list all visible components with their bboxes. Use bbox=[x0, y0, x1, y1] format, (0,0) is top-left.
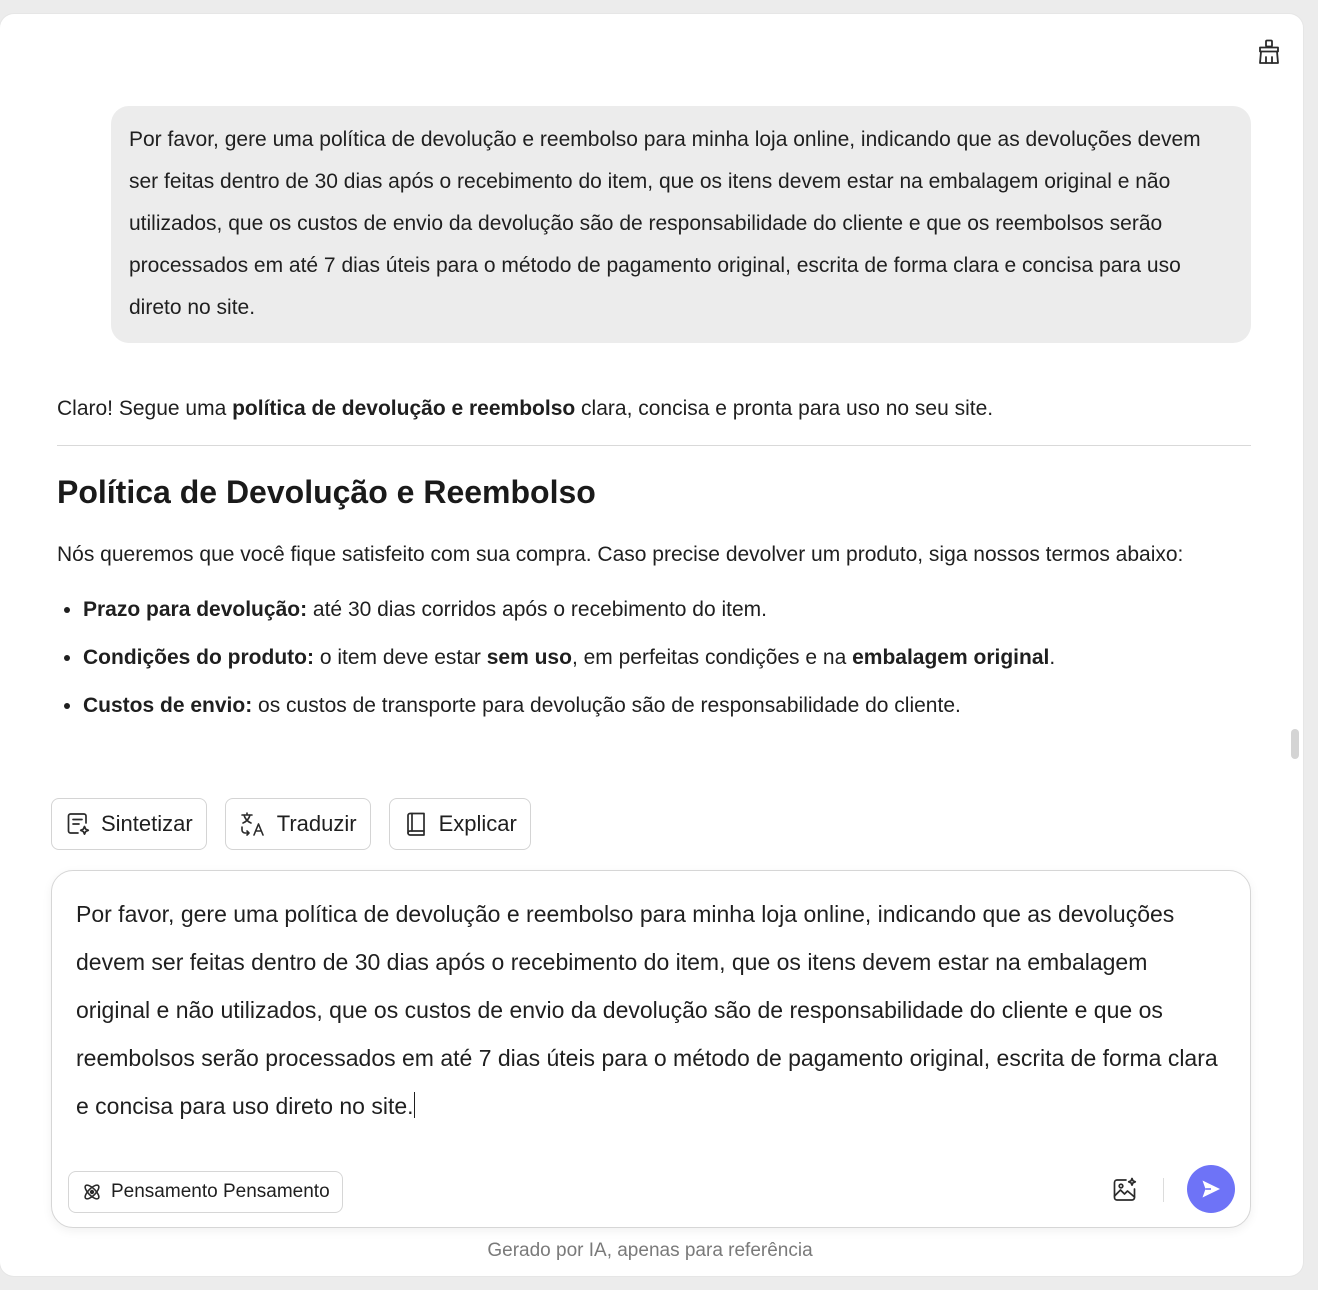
explain-label: Explicar bbox=[438, 811, 517, 836]
thinking-label: Pensamento Pensamento bbox=[111, 1181, 330, 1202]
image-generate-button[interactable] bbox=[1109, 1174, 1141, 1206]
book-icon bbox=[403, 811, 429, 837]
toolbar-divider bbox=[1163, 1178, 1164, 1202]
scrollbar-thumb[interactable] bbox=[1291, 729, 1299, 759]
atom-icon bbox=[81, 1181, 103, 1203]
list-item bbox=[83, 682, 1251, 730]
user-message-bubble bbox=[111, 106, 1251, 343]
term-text: o item deve estar bbox=[313, 646, 487, 669]
translate-label: Traduzir bbox=[276, 811, 357, 836]
translate-icon bbox=[239, 810, 267, 838]
send-icon bbox=[1199, 1177, 1223, 1201]
assistant-answer bbox=[57, 388, 1251, 766]
intro-text-suffix: clara, concisa e pronta para uso no seu site. bbox=[575, 397, 994, 420]
send-button[interactable] bbox=[1187, 1165, 1235, 1213]
intro-text: Claro! Segue uma bbox=[57, 397, 233, 420]
term-label: Custos de envio: bbox=[83, 694, 253, 717]
term-text: . bbox=[1049, 646, 1056, 669]
policy-terms-list bbox=[57, 586, 1251, 730]
policy-paragraph: Nós queremos que você fique satisfeito com sua compra. Caso precise devolver um produto, siga nossos termos abaixo: bbox=[57, 543, 1184, 566]
summarize-label: Sintetizar bbox=[101, 811, 193, 836]
thinking-toggle[interactable] bbox=[68, 1171, 343, 1213]
image-sparkle-icon bbox=[1111, 1176, 1139, 1204]
policy-heading: Política de Devolução e Reembolso bbox=[57, 474, 596, 510]
summarize-button[interactable] bbox=[51, 798, 207, 850]
message-composer[interactable] bbox=[51, 870, 1251, 1228]
answer-intro bbox=[57, 388, 1251, 430]
term-bold: sem uso bbox=[486, 646, 572, 669]
term-text: , em perfeitas condições e na bbox=[571, 646, 853, 669]
text-caret bbox=[414, 1092, 415, 1118]
divider bbox=[57, 445, 1251, 446]
message-input[interactable] bbox=[76, 890, 1226, 1130]
term-label: Condições do produto: bbox=[83, 646, 314, 669]
intro-bold-text: política de devolução e reembolso bbox=[232, 397, 576, 420]
scroll-fade bbox=[57, 726, 1251, 766]
clear-chat-button[interactable] bbox=[1253, 36, 1285, 68]
explain-button[interactable] bbox=[389, 798, 531, 850]
user-message-text: Por favor, gere uma política de devolução e reembolso para minha loja online, indicando que as devoluções devem ser feitas dentro de 30 dias após o recebimento do item, que os itens devem estar na embalagem original e não utilizados, que os custos de envio da devolução são de responsabilidade do cliente e que os reembolsos serão processados em até 7 dias úteis para o método de pagamento original, escrita de forma clara e concisa para uso direto no site. bbox=[129, 128, 1201, 319]
translate-button[interactable] bbox=[225, 798, 371, 850]
summarize-icon bbox=[65, 811, 91, 837]
term-bold: embalagem original bbox=[852, 646, 1050, 669]
term-text: até 30 dias corridos após o recebimento do item. bbox=[307, 598, 767, 621]
broom-icon bbox=[1255, 38, 1283, 66]
quick-actions bbox=[51, 798, 531, 850]
term-label: Prazo para devolução: bbox=[83, 598, 308, 621]
chat-window bbox=[0, 14, 1303, 1276]
list-item bbox=[83, 634, 1251, 682]
message-input-text: Por favor, gere uma política de devolução e reembolso para minha loja online, indicando que as devoluções devem ser feitas dentro de 30 dias após o recebimento do item, que os itens devem estar na embalagem original e não utilizados, que os custos de envio da devolução são de responsabilidade do cliente e que os reembolsos serão processados em até 7 dias úteis para o método de pagamento original, escrita de forma clara e concisa para uso direto no site. bbox=[76, 901, 1218, 1119]
list-item bbox=[83, 586, 1251, 634]
ai-disclaimer: Gerado por IA, apenas para referência bbox=[487, 1240, 813, 1261]
term-text: os custos de transporte para devolução são de responsabilidade do cliente. bbox=[252, 694, 961, 717]
